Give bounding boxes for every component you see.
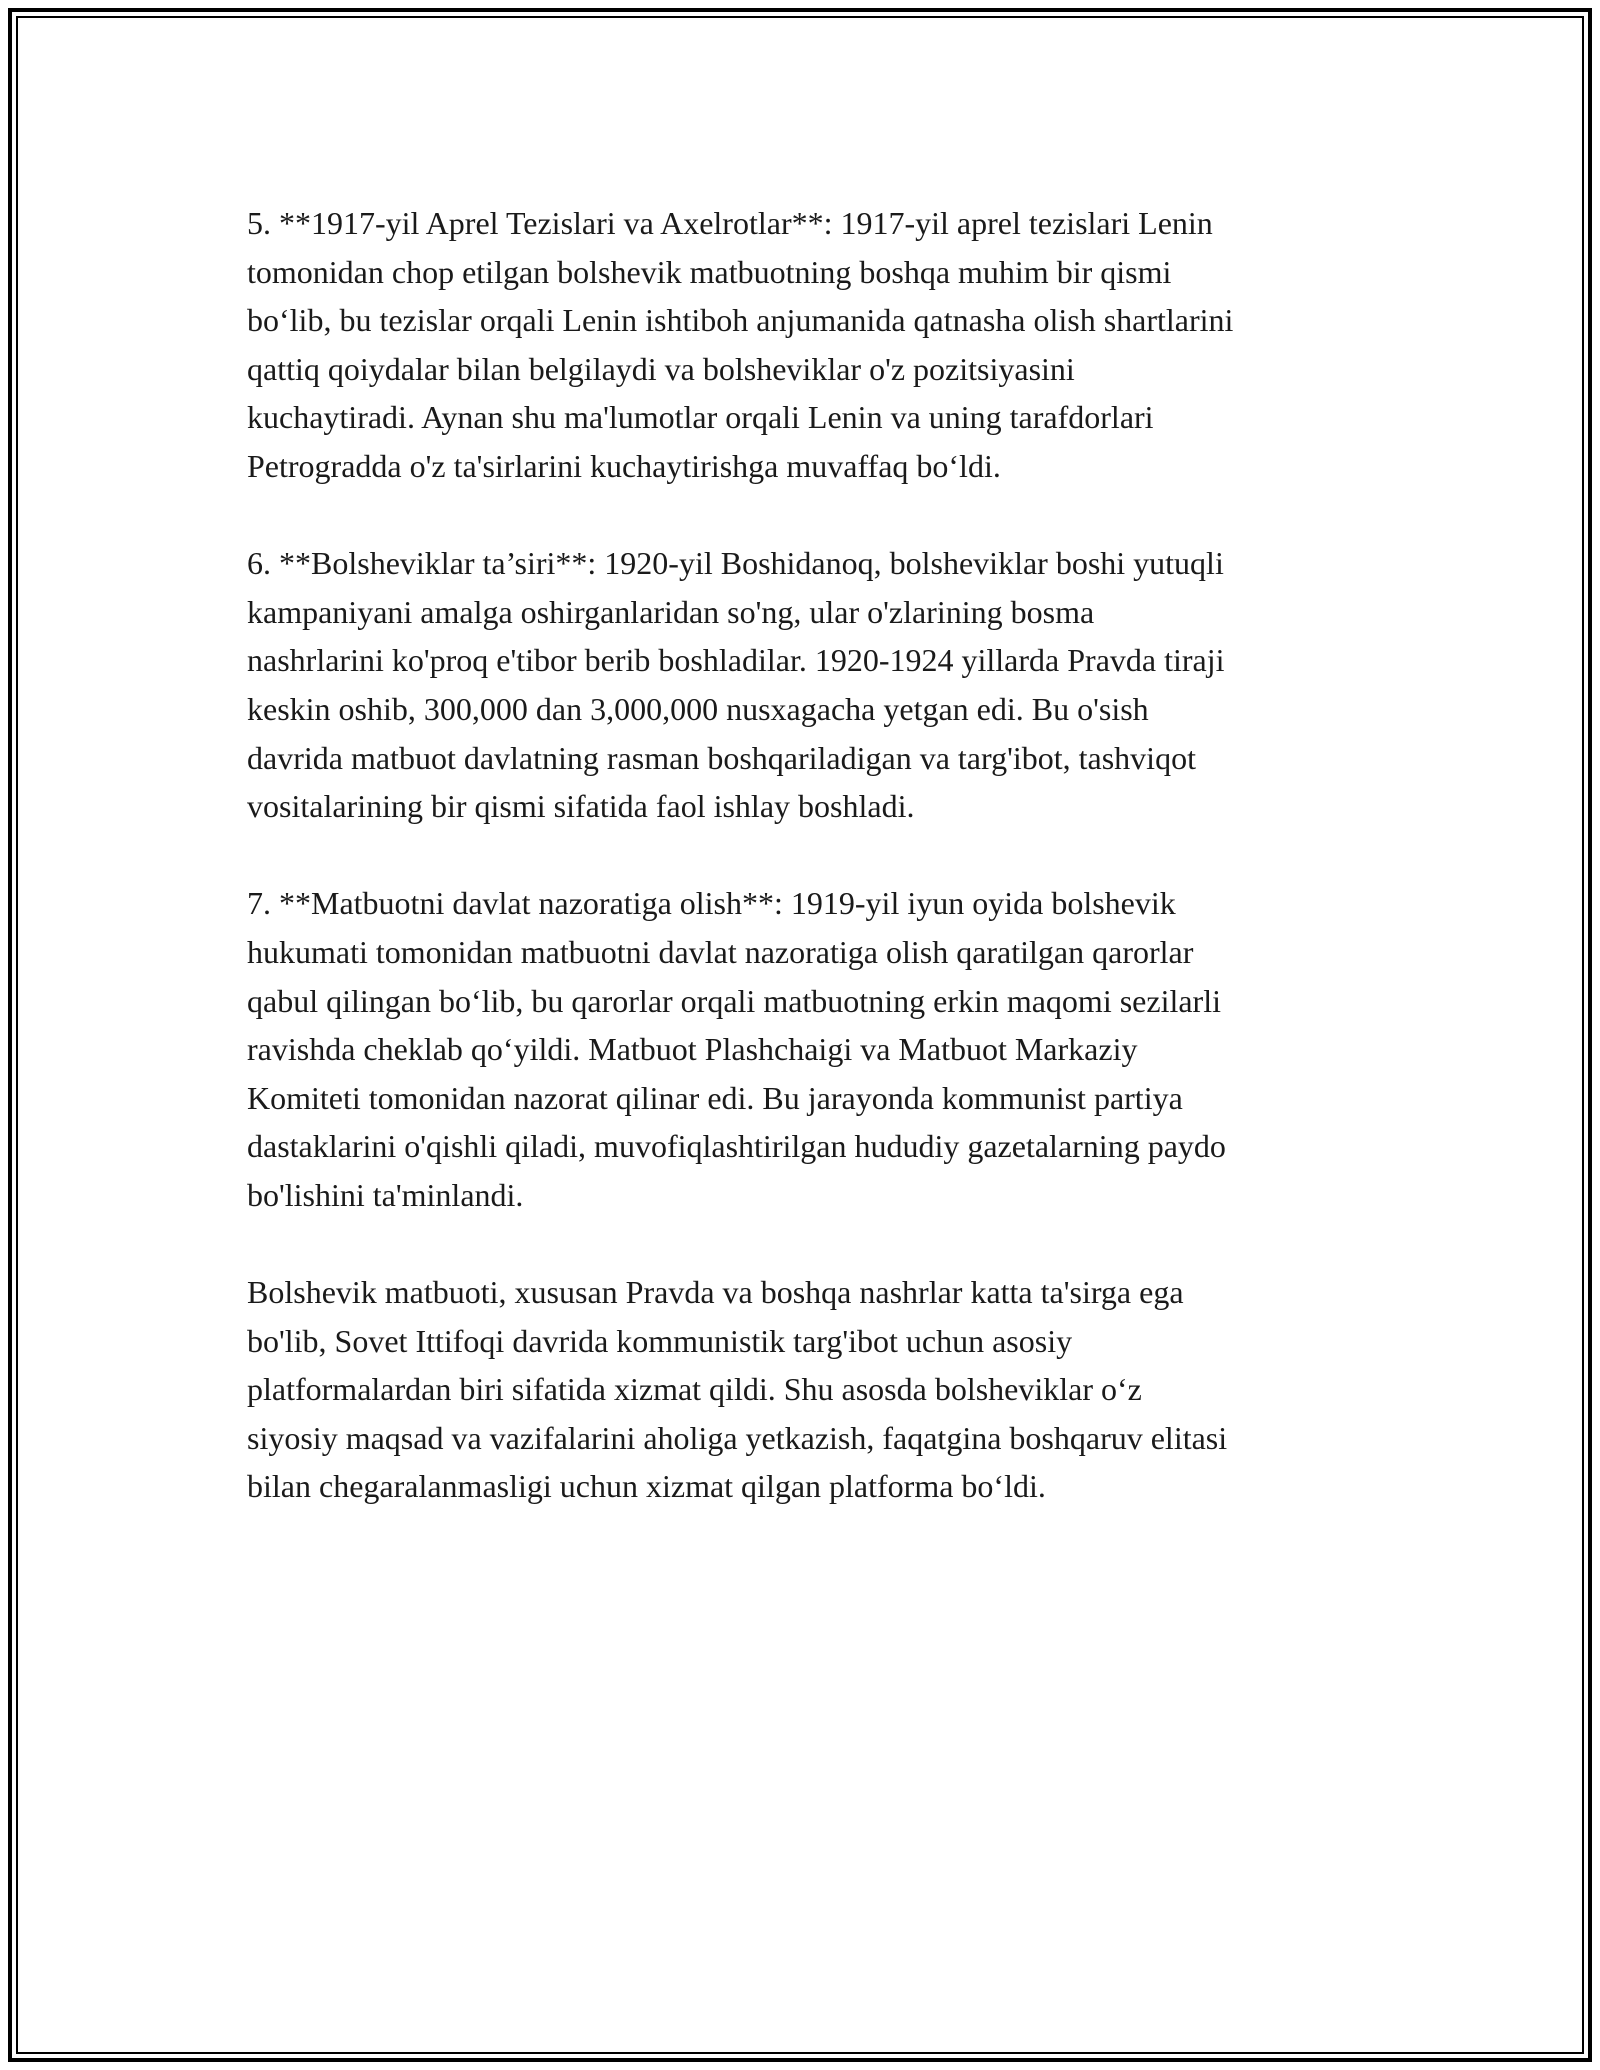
paragraph-conclusion: Bolshevik matbuoti, xususan Pravda va boshqa nashrlar katta ta'sirga ega bo'lib, Sovet Ittifoqi davrida kommunistik targ'ibot uchun asosiy platformalardan biri sifatida xizmat qildi. Shu asosda bolsheviklar o‘z siyosiy maqsad va vazifalarini aholiga yetkazish, faqatgina boshqaruv elitasi bilan chegaralanmasligi uchun xizmat qilgan platforma bo‘ldi.	[247, 1274, 1228, 1505]
page-frame	[8, 8, 1592, 2062]
paragraph-7-press-state-control: 7. **Matbuotni davlat nazoratiga olish**: 1919-yil iyun oyida bolshevik hukumati tomonidan matbuotni davlat nazoratiga olish qaratilgan qarorlar qabul qilingan bo‘lib, bu qarorlar orqali matbuotning erkin maqomi sezilarli ravishda cheklab qo‘yildi. Matbuot Plashchaigi va Matbuot Markaziy Komiteti tomonidan nazorat qilinar edi. Bu jarayonda kommunist partiya dastaklarini o'qishli qiladi, muvofiqlashtirilgan hududiy gazetalarning paydo bo'lishini ta'minlandi.	[247, 885, 1226, 1213]
document-body	[247, 199, 1407, 1560]
paragraph-5-april-theses: 5. **1917-yil Aprel Tezislari va Axelrotlar**: 1917-yil aprel tezislari Lenin tomonidan chop etilgan bolshevik matbuotning boshqa muhim bir qismi bo‘lib, bu tezislar orqali Lenin ishtiboh anjumanida qatnasha olish shartlarini qattiq qoiydalar bilan belgilaydi va bolsheviklar o'z pozitsiyasini kuchaytiradi. Aynan shu ma'lumotlar orqali Lenin va uning tarafdorlari Petrogradda o'z ta'sirlarini kuchaytirishga muvaffaq bo‘ldi.	[247, 205, 1234, 484]
paragraph-6-bolshevik-influence: 6. **Bolsheviklar ta’siri**: 1920-yil Boshidanoq, bolsheviklar boshi yutuqli kampaniyani amalga oshirganlaridan so'ng, ular o'zlarining bosma nashrlarini ko'proq e'tibor berib boshladilar. 1920-1924 yillarda Pravda tiraji keskin oshib, 300,000 dan 3,000,000 nusxagacha yetgan edi. Bu o'sish davrida matbuot davlatning rasman boshqariladigan va targ'ibot, tashviqot vositalarining bir qismi sifatida faol ishlay boshladi.	[247, 545, 1225, 825]
